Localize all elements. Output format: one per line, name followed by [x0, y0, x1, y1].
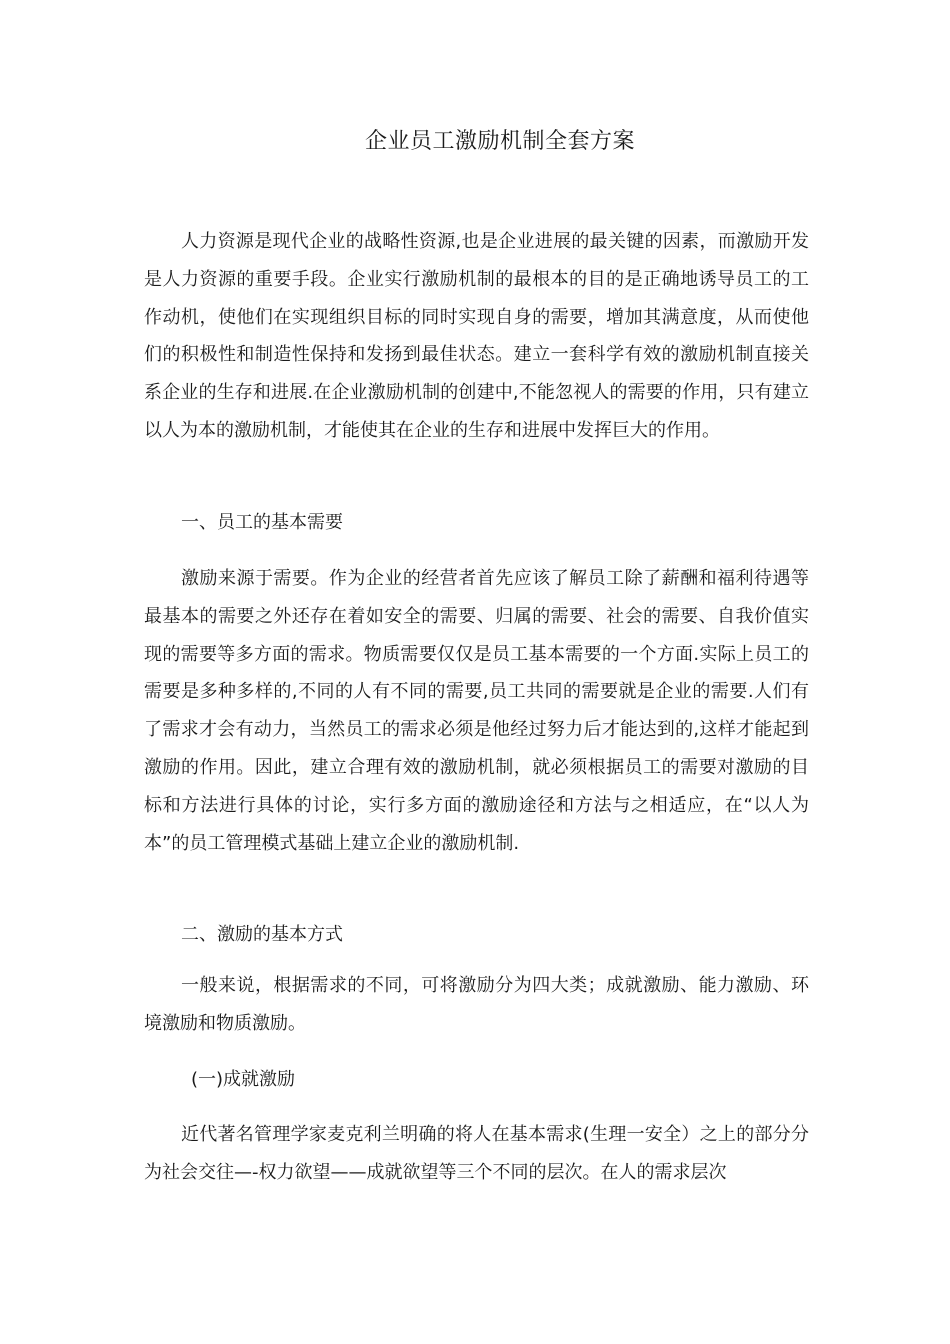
section-paragraph-basic-needs: 激励来源于需要。作为企业的经营者首先应该了解员工除了薪酬和福利待遇等最基本的需要之外还存在着如安全的需要、归属的需要、社会的需要、自我价值实现的需要等多方面的需求。物质需要仅仅是员工基本需要的一个方面.实际上员工的需要是多种多样的,不同的人有不同的需要,员工共同的需要就是企业的需要.人们有了需求才会有动力，当然员工的需求必须是他经过努力后才能达到的,这样才能起到激励的作用。因此，建立合理有效的激励机制，就必须根据员工的需要对激励的目标和方法进行具体的讨论，实行多方面的激励途径和方法与之相适应，在“以人为本”的员工管理模式基础上建立企业的激励机制. — [144, 568, 809, 854]
subsection-paragraph-achievement: 近代著名管理学家麦克利兰明确的将人在基本需求(生理一安全）之上的部分分为社会交往—-权力欲望——成就欲望等三个不同的层次。在人的需求层次 — [144, 1124, 809, 1183]
section-heading-incentive-methods: 二、激励的基本方式 — [181, 924, 343, 945]
subsection-heading-achievement: (一)成就激励 — [191, 1069, 296, 1090]
section-paragraph-incentive-methods: 一般来说，根据需求的不同，可将激励分为四大类；成就激励、能力激励、环境激励和物质激励。 — [144, 975, 809, 1034]
document-title: 企业员工激励机制全套方案 — [364, 129, 635, 154]
section-heading-basic-needs: 一、员工的基本需要 — [181, 512, 343, 533]
intro-paragraph: 人力资源是现代企业的战略性资源,也是企业进展的最关键的因素，而激励开发是人力资源的重要手段。企业实行激励机制的最根本的目的是正确地诱导员工的工作动机，使他们在实现组织目标的同时实现自身的需要，增加其满意度，从而使他们的积极性和制造性保持和发扬到最佳状态。建立一套科学有效的激励机制直接关系企业的生存和进展.在企业激励机制的创建中,不能忽视人的需要的作用，只有建立以人为本的激励机制，才能使其在企业的生存和进展中发挥巨大的作用。 — [144, 231, 809, 441]
